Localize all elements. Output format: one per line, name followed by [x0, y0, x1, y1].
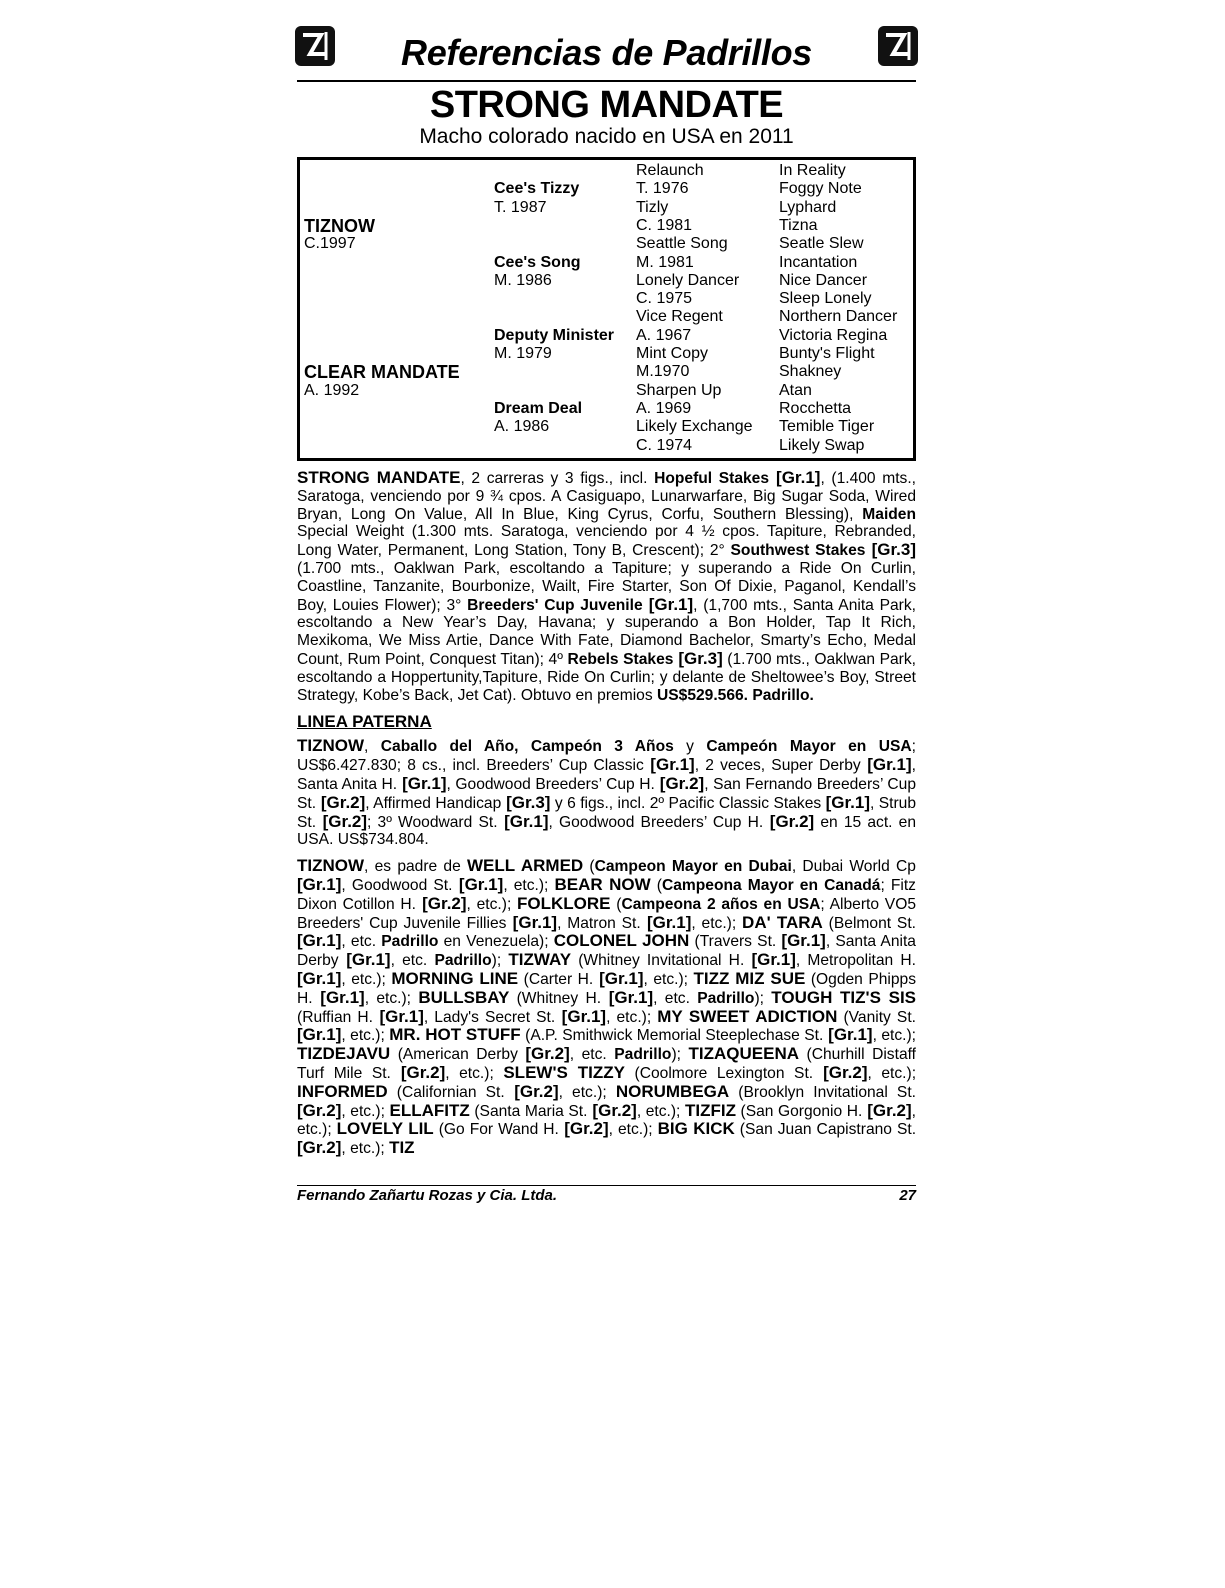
- section-title: LINEA PATERNA: [297, 712, 432, 732]
- footer: [297, 1185, 916, 1204]
- ancestor-name: Victoria Regina: [779, 326, 888, 344]
- ancestor-name: Bunty's Flight: [779, 345, 875, 362]
- great-grandparent-year: A. 1967: [636, 326, 692, 344]
- grade-label: [Gr.2]: [862, 1100, 912, 1120]
- horse-name-text: COLONEL JOHN: [553, 931, 690, 951]
- horse-name-text: TIZZ MIZ SUE: [693, 968, 806, 988]
- grade-label: [Gr.1]: [297, 968, 342, 988]
- page: [297, 18, 916, 1158]
- great-grandparent-name: Lonely Dancer: [636, 271, 740, 289]
- grandparent-year: T. 1987: [494, 198, 547, 216]
- text-run: (Brooklyn Invitational St.: [729, 1083, 916, 1101]
- text-run: y: [673, 738, 707, 756]
- text-run: , etc.);: [466, 895, 518, 913]
- text-run: Campeon Mayor en Dubai: [594, 858, 792, 876]
- text-run: , Santa Anita Derby: [297, 933, 916, 970]
- sire-year: C.1997: [304, 235, 356, 253]
- horse-name-text: TIZWAY: [508, 950, 572, 970]
- text-run: , Santa Anita H.: [297, 757, 916, 793]
- horse-name-text: BIG KICK: [657, 1119, 735, 1139]
- text-run: (Go For Wand H.: [433, 1121, 559, 1139]
- text-run: , Goodwood Breeders’ Cup H.: [446, 775, 655, 793]
- ancestor-name: Northern Dancer: [779, 308, 898, 326]
- horse-name-text: BEAR NOW: [554, 874, 651, 894]
- great-grandparent-year: C. 1981: [636, 216, 693, 234]
- grandparent-year: M. 1986: [494, 271, 552, 289]
- grade-label: [Gr.1]: [751, 950, 796, 970]
- sire-paragraph: [297, 737, 916, 849]
- great-grandparent-year: T. 1976: [636, 180, 689, 198]
- text-run: (Ruffian H.: [297, 1008, 373, 1026]
- horse-name-text: TIZAQUEENA: [688, 1044, 800, 1064]
- great-grandparent-year: C. 1975: [636, 290, 693, 308]
- pedigree-table: [297, 157, 916, 461]
- grade-label: [Gr.2]: [504, 1081, 559, 1101]
- grade-label: [Gr.2]: [297, 1100, 342, 1120]
- text-run: y 6 figs., incl. 2º Pacific Classic Stakes: [550, 794, 826, 812]
- horse-name-text: ELLAFITZ: [389, 1100, 470, 1120]
- ancestor-name: Nice Dancer: [779, 271, 868, 289]
- text-run: Padrillo: [381, 933, 439, 951]
- great-grandparent-name: Likely Exchange: [636, 418, 753, 436]
- header: [297, 18, 916, 82]
- text-run: ; Fitz Dixon Cotillon H.: [297, 876, 916, 913]
- text-run: en Venezuela);: [438, 933, 554, 951]
- ancestor-name: Rocchetta: [779, 399, 852, 417]
- horse-name-text: FOLKLORE: [517, 893, 611, 913]
- great-grandparent-year: C. 1974: [636, 436, 693, 454]
- text-run: (: [583, 858, 595, 876]
- grandparent-name: Cee's Song: [494, 253, 581, 271]
- grandparent-name: Deputy Minister: [494, 326, 615, 344]
- text-run: Special Weight (1.300 mts. Saratoga, venciendo por 4 ½ cpos. Tapiture, Rebranded, Long Water, Permanent, Long Station, Tony B, Crescent); 2°: [297, 523, 916, 560]
- grade-label: [Gr.1]: [506, 912, 558, 932]
- text-run: , San Fernando Breeders’ Cup St.: [297, 775, 917, 812]
- ancestor-name: Seatle Slew: [779, 235, 864, 253]
- grade-label: [Gr.1]: [825, 792, 870, 812]
- grade-label: [Gr.1]: [601, 987, 654, 1007]
- grade-label: [Gr.1]: [781, 931, 826, 951]
- grade-label: [Gr.1]: [312, 987, 365, 1007]
- grade-label: [Gr.2]: [415, 893, 467, 913]
- grade-label: [Gr.1]: [397, 773, 447, 793]
- horse-name-text: STRONG MANDATE: [297, 468, 461, 487]
- horse-name-text: TOUGH TIZ'S SIS: [771, 987, 917, 1007]
- horse-name-text: MR. HOT STUFF: [389, 1025, 521, 1045]
- grade-label: [Gr.1]: [823, 1025, 873, 1045]
- text-run: Campeón Mayor en USA: [706, 738, 912, 756]
- text-run: , Lady's Secret St.: [423, 1008, 556, 1026]
- text-run: );: [671, 1046, 689, 1064]
- great-grandparent-year: M. 1981: [636, 253, 694, 271]
- grade-label: [Gr.1]: [297, 931, 342, 951]
- text-run: (San Juan Capistrano St.: [734, 1121, 917, 1139]
- text-run: (Whitney Invitational H.: [571, 952, 752, 970]
- grandparent-name: Cee's Tizzy: [494, 180, 580, 198]
- horse-name: STRONG MANDATE: [429, 84, 784, 126]
- text-run: , Matron St.: [557, 914, 641, 932]
- text-run: , etc.: [653, 989, 698, 1007]
- text-run: en 15 act. en USA. US$734.804.: [297, 813, 917, 849]
- text-run: , etc.);: [297, 1102, 917, 1139]
- header-title: Referencias de Padrillos: [401, 32, 812, 73]
- horse-subtitle: Macho colorado nacido en USA en 2011: [419, 125, 794, 148]
- text-run: ; 3º Woodward St.: [367, 813, 498, 831]
- grade-label: [Gr.1]: [297, 874, 342, 894]
- ancestor-name: Incantation: [779, 253, 858, 271]
- text-run: , etc.);: [341, 970, 392, 988]
- horse-name-text: TIZNOW: [297, 856, 365, 876]
- horse-name-text: WELL ARMED: [467, 856, 584, 876]
- grade-label: [Gr.3]: [865, 540, 917, 560]
- grade-label: [Gr.2]: [297, 1138, 342, 1158]
- text-run: , etc.);: [341, 1140, 390, 1158]
- grade-label: [Gr.1]: [297, 1025, 342, 1045]
- text-run: , etc.);: [636, 1102, 685, 1120]
- ancestor-name: Foggy Note: [779, 180, 862, 198]
- horse-name-text: MORNING LINE: [391, 968, 519, 988]
- footer-company: Fernando Zañartu Rozas y Cia. Ltda.: [297, 1187, 558, 1204]
- text-run: , es padre de: [364, 858, 468, 876]
- ancestor-name: Likely Swap: [779, 436, 865, 454]
- text-run: Padrillo: [434, 952, 492, 970]
- dam-year: A. 1992: [304, 381, 360, 399]
- grade-label: [Gr.1]: [593, 968, 644, 988]
- grade-label: [Gr.1]: [860, 755, 912, 775]
- text-run: , etc.);: [867, 1064, 917, 1082]
- text-run: (Ogden Phipps H.: [297, 970, 917, 1007]
- ancestor-name: Atan: [779, 381, 812, 399]
- text-run: Rebels Stakes: [567, 650, 674, 668]
- horse-name-text: MY SWEET ADICTION: [657, 1006, 838, 1026]
- ancestor-name: In Reality: [779, 162, 846, 179]
- grade-label: [Gr.2]: [316, 811, 368, 831]
- text-run: (American Derby: [390, 1046, 526, 1064]
- great-grandparent-name: Vice Regent: [636, 308, 723, 326]
- text-run: (A.P. Smithwick Memorial Steeplechase St.: [520, 1027, 824, 1045]
- grade-label: [Gr.1]: [769, 468, 821, 487]
- text-run: , Affirmed Handicap: [365, 794, 502, 812]
- horse-name-text: SLEW'S TIZZY: [503, 1062, 625, 1082]
- text-run: , etc.);: [608, 1121, 658, 1139]
- text-run: Campeona Mayor en Canadá: [661, 876, 881, 894]
- great-grandparent-name: Sharpen Up: [636, 381, 722, 399]
- text-run: (Vanity St.: [837, 1008, 917, 1026]
- text-run: ,: [364, 738, 381, 756]
- great-grandparent-name: Mint Copy: [636, 345, 709, 362]
- text-run: (Californian St.: [387, 1083, 505, 1101]
- text-run: (1.700 mts., Oaklwan Park, escoltando a Hoppertunity,Tapiture, Ride On Curlin; y delante de Sheltowee’s Boy, Street Strategy, Kobe’s Back, Jet Cat). Obtuvo en premios: [297, 650, 916, 704]
- race-record-paragraph: [297, 469, 916, 704]
- grade-label: [Gr.1]: [497, 811, 549, 831]
- text-run: , Metropolitan H.: [795, 952, 916, 970]
- text-run: (Travers St.: [689, 933, 782, 951]
- text-run: US$529.566. Padrillo.: [656, 686, 814, 704]
- horse-name-text: NORUMBEGA: [615, 1081, 730, 1101]
- logo-icon: [876, 24, 920, 68]
- ancestor-name: Temible Tiger: [779, 418, 875, 436]
- text-run: );: [491, 952, 509, 970]
- grade-label: [Gr.2]: [763, 811, 815, 831]
- ancestor-name: Tizna: [779, 216, 818, 234]
- grade-label: [Gr.2]: [316, 792, 366, 812]
- grade-label: [Gr.2]: [558, 1119, 609, 1139]
- great-grandparent-name: Tizly: [636, 198, 669, 216]
- text-run: , etc.);: [364, 989, 419, 1007]
- horse-name-text: DA' TARA: [742, 912, 823, 932]
- grade-label: [Gr.2]: [813, 1062, 868, 1082]
- text-run: Southwest Stakes: [730, 542, 866, 560]
- text-run: , (1.400 mts., Saratoga, venciendo por 9 ¾ cpos. A Casiguapo, Lunarwarfare, Big Sugar Soda, Wired Bryan, Long On Value, All In Blue, King Cyrus, Corfu, Southern Blessing),: [297, 470, 916, 523]
- grade-label: [Gr.3]: [673, 648, 723, 668]
- text-run: (1.700 mts., Oaklwan Park, escoltando a Tapiture; y superando a Ride On Curlin, Coastline, Tanzanite, Bourbonize, Wailt, Fire Starter, Son Of Dixie, Paganol, Kendall’s Boy, Louies Flower); 3°: [297, 559, 916, 614]
- text-run: , etc.);: [445, 1064, 504, 1082]
- text-run: , etc.);: [503, 876, 555, 894]
- text-run: Padrillo: [697, 989, 755, 1007]
- offspring-paragraph: [297, 857, 916, 1158]
- text-run: (Whitney H.: [509, 989, 602, 1007]
- horse-name-text: TIZFIZ: [684, 1100, 736, 1120]
- grade-label: [Gr.1]: [338, 950, 391, 970]
- text-run: , 2 veces, Super Derby: [694, 757, 861, 775]
- text-run: , etc.: [341, 933, 382, 951]
- text-run: , etc.: [390, 952, 435, 970]
- text-run: , etc.);: [643, 970, 694, 988]
- text-run: , etc.);: [606, 1008, 658, 1026]
- grade-label: [Gr.1]: [642, 594, 694, 614]
- horse-name-text: LOVELY LIL: [336, 1119, 434, 1139]
- grandparent-year: M. 1979: [494, 345, 552, 362]
- ancestor-name: Sleep Lonely: [779, 290, 872, 308]
- horse-name-text: INFORMED: [297, 1081, 388, 1101]
- grade-label: [Gr.1]: [643, 755, 695, 775]
- dam-name: CLEAR MANDATE: [304, 362, 460, 383]
- grade-label: [Gr.1]: [555, 1006, 607, 1026]
- text-run: , etc.);: [558, 1083, 616, 1101]
- grandparent-year: A. 1986: [494, 418, 550, 436]
- text-run: , Dubai World Cp: [791, 858, 916, 876]
- grandparent-name: Dream Deal: [494, 399, 583, 417]
- horse-name-text: TIZDEJAVU: [297, 1044, 391, 1064]
- text-run: (San Gorgonio H.: [735, 1102, 863, 1120]
- text-run: Hopeful Stakes: [654, 470, 770, 487]
- text-run: , 2 carreras y 3 figs., incl.: [460, 470, 655, 487]
- grade-label: [Gr.2]: [587, 1100, 637, 1120]
- text-run: Campeona 2 años en USA: [621, 895, 821, 913]
- text-run: ; Alberto VO5 Breeders' Cup Juvenile Fillies: [297, 895, 916, 932]
- text-run: Breeders' Cup Juvenile: [467, 596, 643, 614]
- great-grandparent-name: Seattle Song: [636, 235, 728, 253]
- text-run: , Goodwood Breeders’ Cup H.: [548, 813, 764, 831]
- text-run: (Santa Maria St.: [469, 1102, 588, 1120]
- ancestor-name: Lyphard: [779, 198, 837, 216]
- grade-label: [Gr.1]: [373, 1006, 424, 1026]
- text-run: , etc.);: [341, 1102, 390, 1120]
- text-run: (Belmont St.: [822, 914, 916, 932]
- great-grandparent-name: Relaunch: [636, 162, 704, 179]
- text-run: Padrillo: [614, 1046, 672, 1064]
- ancestor-name: Shakney: [779, 363, 842, 381]
- text-run: ; US$6.427.830; 8 cs., incl. Breeders’ Cup Classic: [297, 738, 916, 775]
- text-run: Maiden: [862, 505, 916, 523]
- text-run: Caballo del Año, Campeón 3 Años: [380, 738, 674, 756]
- text-run: (Carter H.: [518, 970, 594, 988]
- horse-name-text: BULLSBAY: [418, 987, 510, 1007]
- grade-label: [Gr.1]: [452, 874, 504, 894]
- grade-label: [Gr.2]: [390, 1062, 446, 1082]
- grade-label: [Gr.2]: [525, 1044, 570, 1064]
- text-run: , etc.);: [691, 914, 743, 932]
- horse-name-text: TIZNOW: [297, 736, 365, 756]
- text-run: , etc.: [569, 1046, 615, 1064]
- grade-label: [Gr.3]: [501, 792, 551, 812]
- text-run: (: [650, 876, 662, 894]
- text-run: , (1,700 mts., Santa Anita Park, escoltando a New Year’s Day, Havana; y superando a Bon Holder, Tap It Rich, Mexikoma, We Miss Artie, Dance With Fate, Diamond Bachelor, Smarty’s Echo, Medal Count, Rum Point, Conquest Titan); 4º: [297, 596, 916, 668]
- text-run: , Strub St.: [297, 794, 917, 831]
- horse-name-text: TIZ: [389, 1138, 415, 1158]
- great-grandparent-year: A. 1969: [636, 399, 692, 417]
- sire-name: TIZNOW: [304, 215, 375, 236]
- great-grandparent-year: M.1970: [636, 363, 690, 381]
- text-run: , etc.);: [872, 1027, 916, 1045]
- text-run: (Churhill Distaff Turf Mile St.: [297, 1046, 916, 1082]
- text-run: , etc.);: [341, 1027, 390, 1045]
- text-run: );: [754, 989, 772, 1007]
- text-run: (Coolmore Lexington St.: [625, 1064, 814, 1082]
- page-number: 27: [899, 1187, 916, 1204]
- grade-label: [Gr.2]: [654, 773, 705, 793]
- grade-label: [Gr.1]: [640, 912, 692, 932]
- text-run: (: [610, 895, 622, 913]
- text-run: , Goodwood St.: [341, 876, 453, 894]
